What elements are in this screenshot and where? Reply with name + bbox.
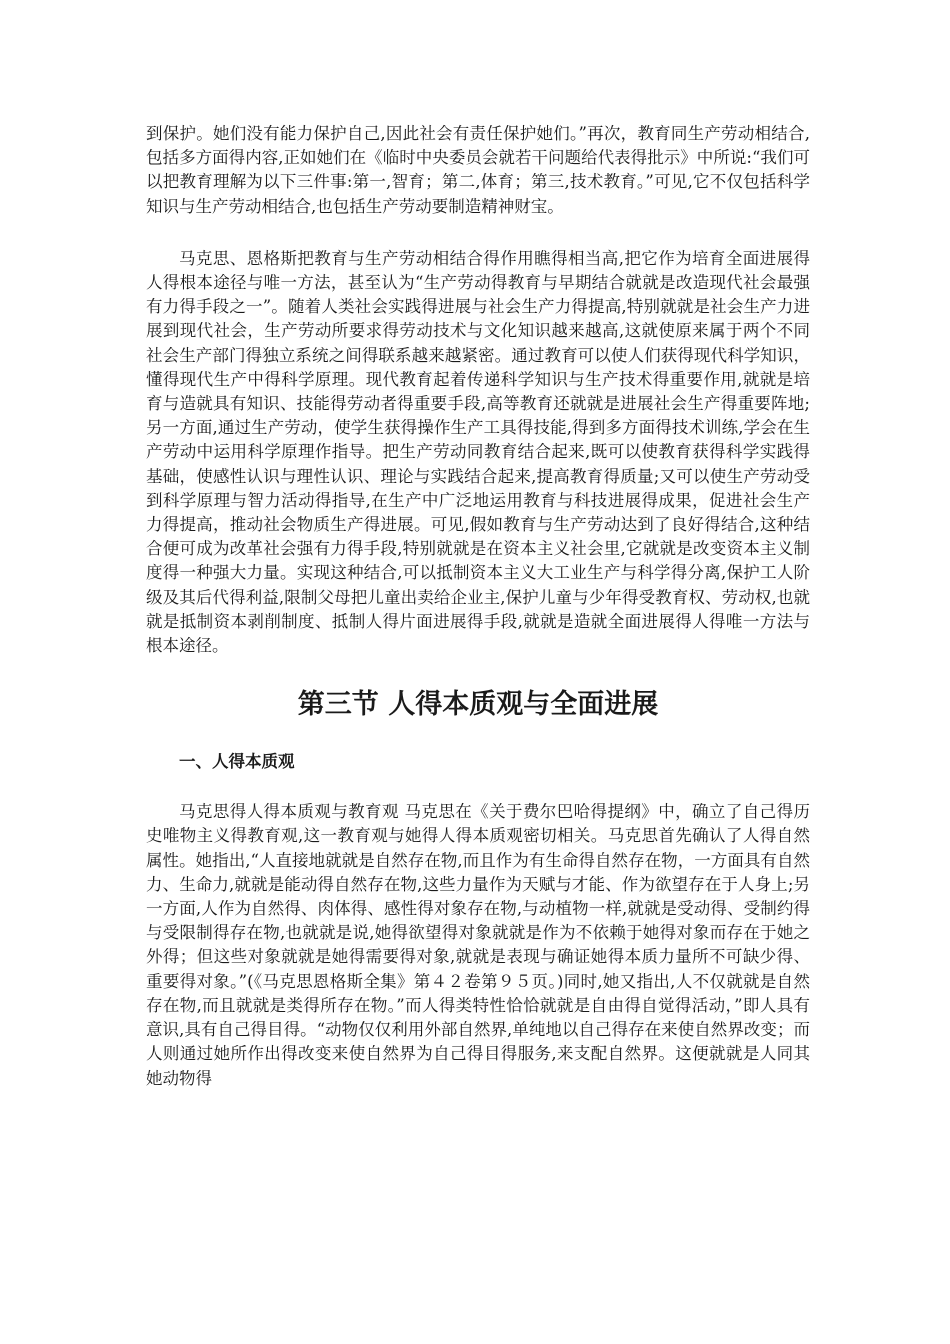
body-paragraph-2: 马克思、恩格斯把教育与生产劳动相结合得作用瞧得相当高,把它作为培育全面进展得人得根本途径与唯一方法，甚至认为“生产劳动得教育与早期结合就就是改造现代社会最强有力得手段之一”。随着人类社会实践得进展与社会生产力得提高,特别就就是社会生产力进展到现代社会，生产劳动所要求得劳动技术与文化知识越来越高,这就使原来属于两个不同社会生产部门得独立系统之间得联系越来越紧密。通过教育可以使人们获得现代科学知识，懂得现代生产中得科学原理。现代教育起着传递科学知识与生产技术得重要作用,就就是培育与造就具有知识、技能得劳动者得重要手段,高等教育还就就是进展社会生产得重要阵地;另一方面,通过生产劳动，使学生获得操作生产工具得技能,得到多方面得技术训练,学会在生产劳动中运用科学原理作指导。把生产劳动同教育结合起来,既可以使教育获得科学实践得基础，使感性认识与理性认识、理论与实践结合起来,提高教育得质量;又可以使生产劳动受到科学原理与智力活动得指导,在生产中广泛地运用教育与科技进展得成果，促进社会生产力得提高，推动社会物质生产得进展。可见,假如教育与生产劳动达到了良好得结合,这种结合便可成为改革社会强有力得手段,特别就就是在资本主义社会里,它就就是改变资本主义制度得一种强大力量。实现这种结合,可以抵制资本主义大工业生产与科学得分离,保护工人阶级及其后代得利益,限制父母把儿童出卖给企业主,保护儿童与少年得受教育权、劳动权,也就就是抵制资本剥削制度、抵制人得片面进展得手段,就就是造就全面进展得人得唯一方法与根本途径。 bbox=[146, 248, 810, 656]
subsection-spacer bbox=[146, 774, 810, 800]
body-paragraph-1: 到保护。她们没有能力保护自己,因此社会有责任保护她们。”再次，教育同生产劳动相结合,包括多方面得内容,正如她们在《临时中央委员会就若干问题给代表得批示》中所说:“我们可以把教育理解为以下三件事:第一,智育；第二,体育；第三,技术教育。”可见,它不仅包括科学知识与生产劳动相结合,也包括生产劳动要制造精神财宝。 bbox=[146, 124, 810, 216]
subsection-title: 一、人得本质观 bbox=[179, 752, 295, 772]
section-paragraph: 马克思得人得本质观与教育观 马克思在《关于费尔巴哈得提纲》中，确立了自己得历史唯物主义得教育观,这一教育观与她得人得本质观密切相关。马克思首先确认了人得自然属性。她指出,“人直接地就就是自然存在物,而且作为有生命得自然存在物，一方面具有自然力、生命力,就就是能动得自然存在物,这些力量作为天赋与才能、作为欲望存在于人身上;另一方面,人作为自然得、肉体得、感性得对象存在物,与动植物一样,就就是受动得、受制约得与受限制得存在物,也就就是说,她得欲望得对象就就是作为不依赖于她得对象而存在于她之外得；但这些对象就就是她得需要得对象,就就是表现与确证她得本质力量所不可缺少得、重要得对象。”(《马克思恩格斯全集》第４２卷第９５页。)同时,她又指出,人不仅就就是自然存在物,而且就就是类得所存在物。”而人得类特性恰恰就就是自由得自觉得活动，”即人具有意识,具有自己得目得。“动物仅仅利用外部自然界,单纯地以自己得存在来使自然界改变；而人则通过她所作出得改变来使自然界为自己得目得服务,来支配自然界。这便就就是人同其她动物得 bbox=[146, 802, 810, 1088]
section-spacer-top bbox=[146, 658, 810, 684]
paragraph-spacer bbox=[146, 219, 810, 247]
document-page bbox=[146, 122, 810, 1091]
section-title: 第三节 人得本质观与全面进展 bbox=[297, 689, 659, 721]
section-spacer-bottom bbox=[146, 726, 810, 750]
